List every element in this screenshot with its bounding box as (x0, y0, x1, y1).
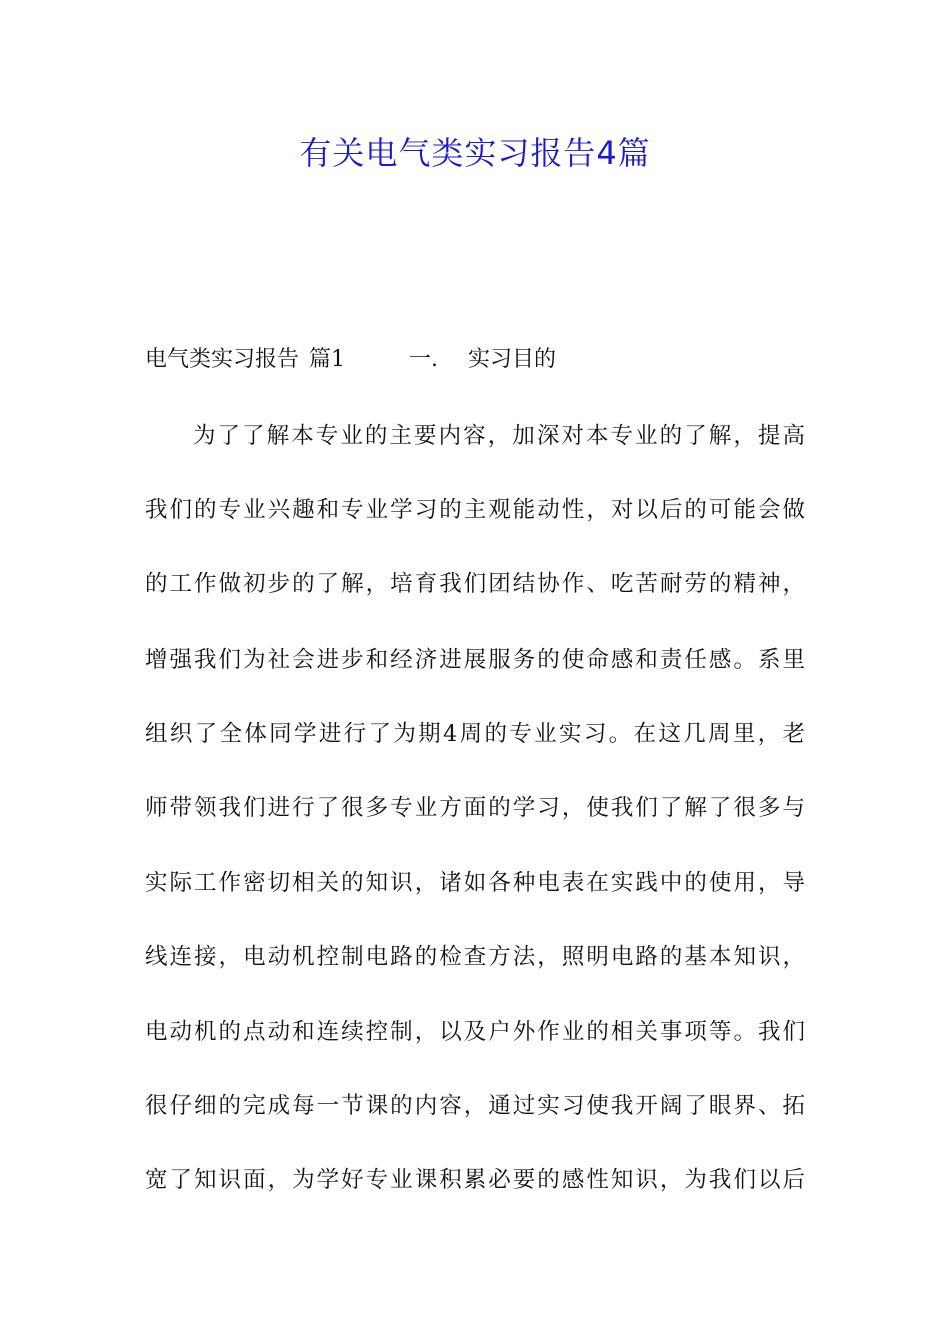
section-name: 电气类实习报告 (145, 347, 300, 372)
section-heading-text: 实习目的 (468, 347, 557, 372)
section-number: 一. (409, 347, 439, 372)
body-line: 宽了知识面，为学好专业课积累必要的感性知识，为我们以后 (145, 1167, 805, 1193)
body-line: 实际工作密切相关的知识，诸如各种电表在实践中的使用，导 (145, 870, 805, 896)
body-line: 师带领我们进行了很多专业方面的学习，使我们了解了很多与 (145, 795, 805, 821)
body-line: 很仔细的完成每一节课的内容，通过实习使我开阔了眼界、拓 (145, 1093, 805, 1119)
document-title: 有关电气类实习报告4篇 (299, 134, 651, 172)
section-part: 篇1 (309, 347, 346, 372)
body-line: 的工作做初步的了解，培育我们团结协作、吃苦耐劳的精神， (145, 571, 805, 597)
body-line: 线连接，电动机控制电路的检查方法，照明电路的基本知识， (145, 944, 805, 970)
body-line: 电动机的点动和连续控制，以及户外作业的相关事项等。我们 (145, 1019, 805, 1045)
body-line: 增强我们为社会进步和经济进展服务的使命感和责任感。系里 (145, 647, 805, 673)
section-heading (145, 340, 825, 380)
body-line: 我们的专业兴趣和专业学习的主观能动性，对以后的可能会做 (145, 497, 805, 523)
body-line: 组织了全体同学进行了为期4周的专业实习。在这几周里，老 (145, 721, 805, 747)
body-line: 为了了解本专业的主要内容，加深对本专业的了解，提高 (193, 423, 805, 449)
